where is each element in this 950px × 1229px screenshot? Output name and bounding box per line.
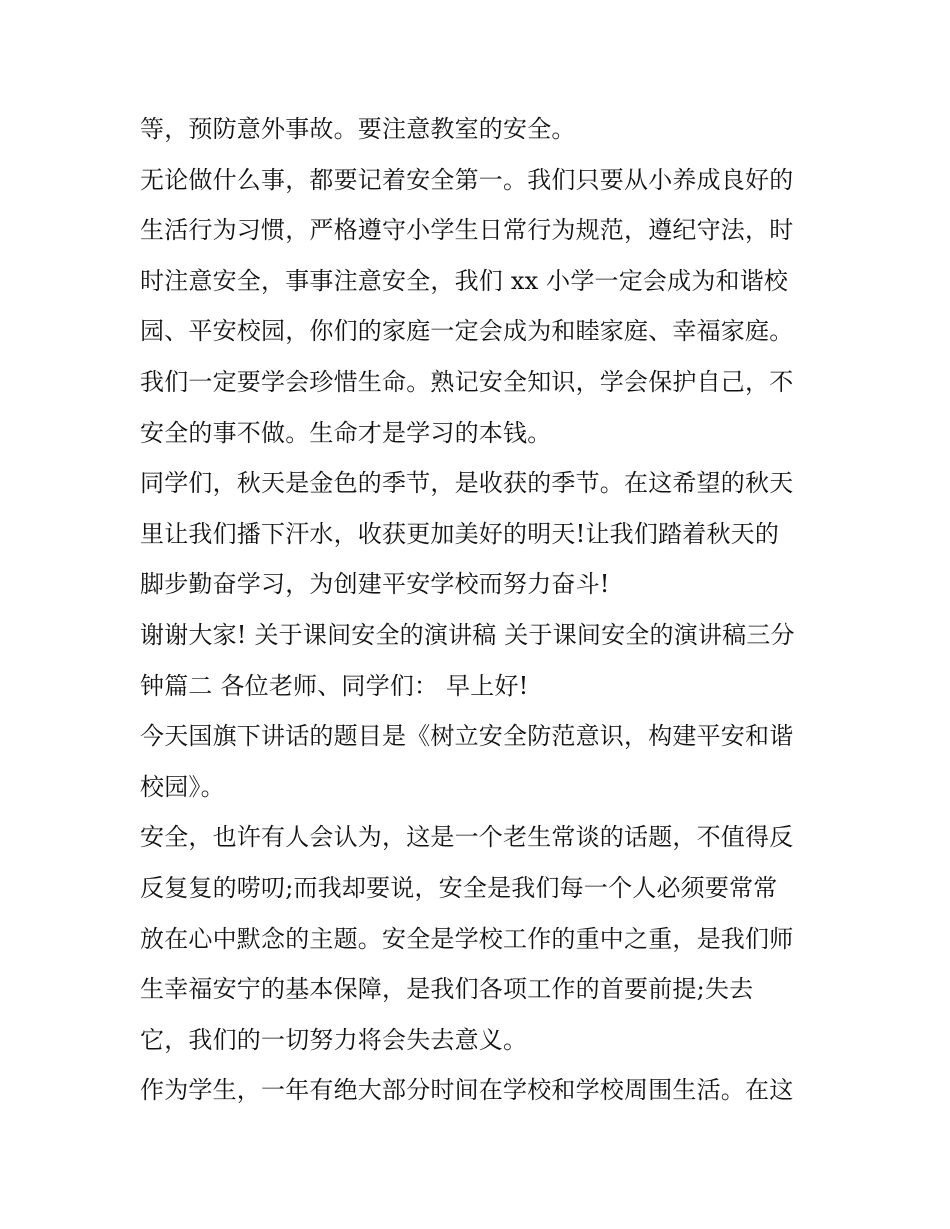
text-line: 作为学生，一年有绝大部分时间在学校和学校周围生活。在这 [140,1076,794,1105]
text-line: 脚步勤奋学习，为创建平安学校而努力奋斗! [140,570,610,599]
text-line: 时注意安全，事事注意安全，我们 xx 小学一定会成为和谐校 [140,266,789,295]
text-line: 它，我们的一切努力将会失去意义。 [140,1025,528,1054]
text-line: 生幸福安宁的基本保障，是我们各项工作的首要前提;失去 [140,975,754,1004]
text-line: 生活行为习惯，严格遵守小学生日常行为规范，遵纪守法，时 [140,216,794,245]
text-line: 园、平安校园，你们的家庭一定会成为和睦家庭、幸福家庭。 [140,317,794,346]
text-line: 等，预防意外事故。要注意教室的安全。 [140,115,576,143]
text-line: 校园》。 [140,772,225,801]
text-line: 今天国旗下讲话的题目是《树立安全防范意识，构建平安和谐 [140,722,794,751]
text-line: 钟篇二 各位老师、同学们： 早上好! [140,671,529,700]
text-line: 反复复的唠叨;而我却要说，安全是我们每一个人必须要常常 [140,873,778,902]
text-line: 安全，也许有人会认为，这是一个老生常谈的话题，不值得反 [140,823,794,852]
text-line: 同学们，秋天是金色的季节，是收获的季节。在这希望的秋天 [140,469,794,498]
text-line: 无论做什么事，都要记着安全第一。我们只要从小养成良好的 [140,165,794,194]
document-body [140,104,820,1116]
text-line: 里让我们播下汗水，收获更加美好的明天!让我们踏着秋天的 [140,519,780,548]
text-line: 谢谢大家! 关于课间安全的演讲稿 关于课间安全的演讲稿三分 [140,620,795,649]
text-line: 我们一定要学会珍惜生命。熟记安全知识，学会保护自己，不 [140,367,794,396]
text-line: 安全的事不做。生命才是学习的本钱。 [140,418,552,447]
text-line: 放在心中默念的主题。安全是学校工作的重中之重，是我们师 [140,924,794,953]
